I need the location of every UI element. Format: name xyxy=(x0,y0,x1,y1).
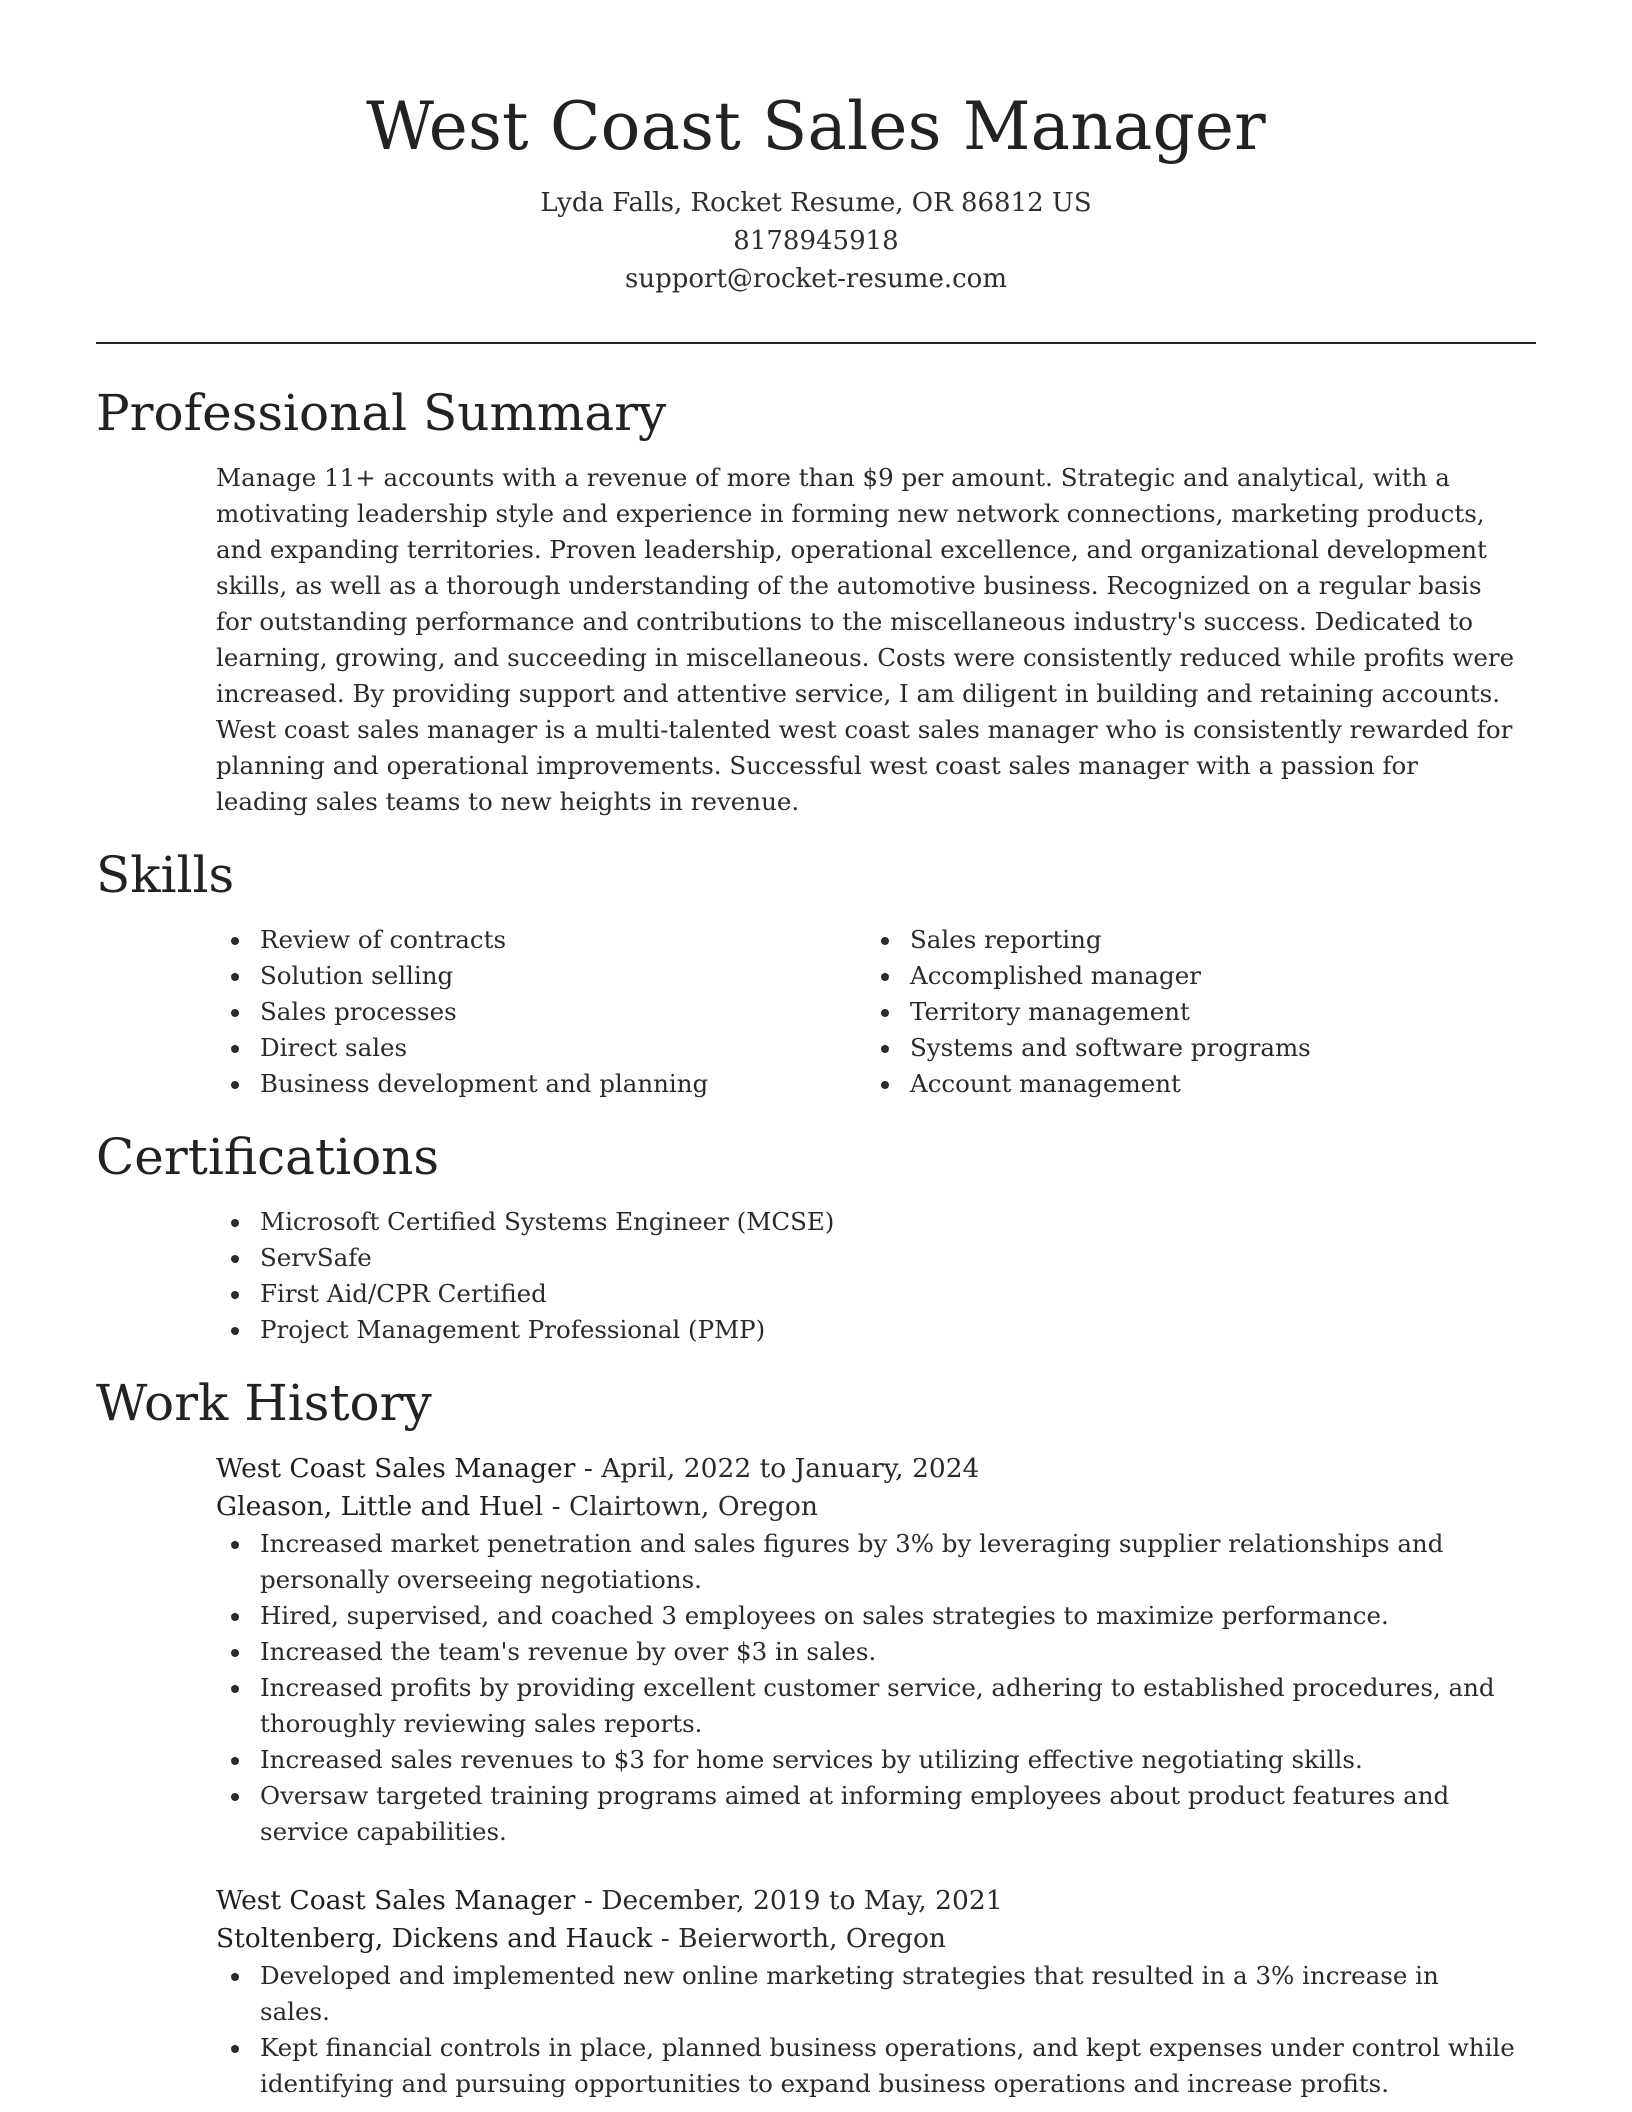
work-history-heading: Work History xyxy=(96,1374,432,1432)
job-company: Gleason, Little and Huel xyxy=(216,1491,544,1522)
certification-item: First Aid/CPR Certified xyxy=(216,1276,1516,1312)
skills-columns xyxy=(216,922,1516,1102)
job-bullet: Increased profits by providing excellent customer service, adhering to established procedures, and thoroughly reviewing sales reports. xyxy=(216,1670,1516,1742)
skill-item: Sales reporting xyxy=(866,922,1516,958)
resume-header xyxy=(0,0,1632,298)
certification-item: ServSafe xyxy=(216,1240,1516,1276)
skill-item: Solution selling xyxy=(216,958,866,994)
contact-info xyxy=(0,184,1632,298)
job-company-line xyxy=(216,1488,1516,1526)
job-bullet: Increased market penetration and sales figures by 3% by leveraging supplier relationships and personally overseeing negotiations. xyxy=(216,1526,1516,1598)
job-location: - Beierworth, Oregon xyxy=(652,1923,946,1954)
job-entry xyxy=(216,1882,1516,2102)
skills-column-right xyxy=(866,922,1516,1102)
summary-section xyxy=(96,378,1536,820)
certification-item: Microsoft Certified Systems Engineer (MCSE) xyxy=(216,1204,1516,1240)
job-bullets xyxy=(216,1958,1516,2102)
job-company-line xyxy=(216,1920,1516,1958)
certification-item: Project Management Professional (PMP) xyxy=(216,1312,1516,1348)
skill-item: Account management xyxy=(866,1066,1516,1102)
certifications-list xyxy=(216,1204,1516,1348)
skill-item: Review of contracts xyxy=(216,922,866,958)
job-title: West Coast Sales Manager xyxy=(216,1885,576,1916)
page-title: West Coast Sales Manager xyxy=(366,88,1266,165)
phone-number: 8178945918 xyxy=(733,226,899,256)
skill-item: Direct sales xyxy=(216,1030,866,1066)
job-bullet: Increased sales revenues to $3 for home services by utilizing effective negotiating skills. xyxy=(216,1742,1516,1778)
job-bullet: Kept financial controls in place, planned business operations, and kept expenses under control while identifying and pursuing opportunities to expand business operations and increase profits. xyxy=(216,2030,1516,2102)
job-entry xyxy=(216,1450,1516,1850)
resume-content xyxy=(96,378,1536,2102)
skill-item: Systems and software programs xyxy=(866,1030,1516,1066)
job-company: Stoltenberg, Dickens and Hauck xyxy=(216,1923,653,1954)
job-dates: - December, 2019 to May, 2021 xyxy=(575,1885,1003,1916)
summary-heading: Professional Summary xyxy=(96,384,667,442)
job-title-line xyxy=(216,1450,1516,1488)
address: Lyda Falls, Rocket Resume, OR 86812 US xyxy=(540,188,1092,218)
job-dates: - April, 2022 to January, 2024 xyxy=(575,1453,980,1484)
summary-text: Manage 11+ accounts with a revenue of more than $9 per amount. Strategic and analytical, with a motivating leadership style and experience in forming new network connections, marketing products, and expanding territories. Proven leadership, operational excellence, and organizational development skills, as well as a thorough understanding of the automotive business. Recognized on a regular basis for outstanding performance and contributions to the miscellaneous industry's success. Dedicated to learning, growing, and succeeding in miscellaneous. Costs were consistently reduced while profits were increased. By providing support and attentive service, I am diligent in building and retaining accounts. West coast sales manager is a multi-talented west coast sales manager who is consistently rewarded for planning and operational improvements. Successful west coast sales manager with a passion for leading sales teams to new heights in revenue. xyxy=(216,463,1515,816)
skills-column-left xyxy=(216,922,866,1102)
job-title-line xyxy=(216,1882,1516,1920)
certifications-heading: Certifications xyxy=(96,1128,440,1186)
work-history-section xyxy=(96,1368,1536,2102)
job-bullets xyxy=(216,1526,1516,1850)
job-bullet: Developed and implemented new online marketing strategies that resulted in a 3% increase in sales. xyxy=(216,1958,1516,2030)
skills-heading: Skills xyxy=(96,846,235,904)
skill-item: Business development and planning xyxy=(216,1066,866,1102)
skill-item: Sales processes xyxy=(216,994,866,1030)
job-title: West Coast Sales Manager xyxy=(216,1453,576,1484)
skill-item: Accomplished manager xyxy=(866,958,1516,994)
job-location: - Clairtown, Oregon xyxy=(543,1491,818,1522)
header-divider xyxy=(96,342,1536,344)
skills-section xyxy=(96,840,1536,1102)
job-bullet: Oversaw targeted training programs aimed at informing employees about product features and service capabilities. xyxy=(216,1778,1516,1850)
certifications-section xyxy=(96,1122,1536,1348)
email-address: support@rocket-resume.com xyxy=(624,264,1007,294)
job-bullet: Increased the team's revenue by over $3 in sales. xyxy=(216,1634,1516,1670)
skill-item: Territory management xyxy=(866,994,1516,1030)
job-bullet: Hired, supervised, and coached 3 employees on sales strategies to maximize performance. xyxy=(216,1598,1516,1634)
